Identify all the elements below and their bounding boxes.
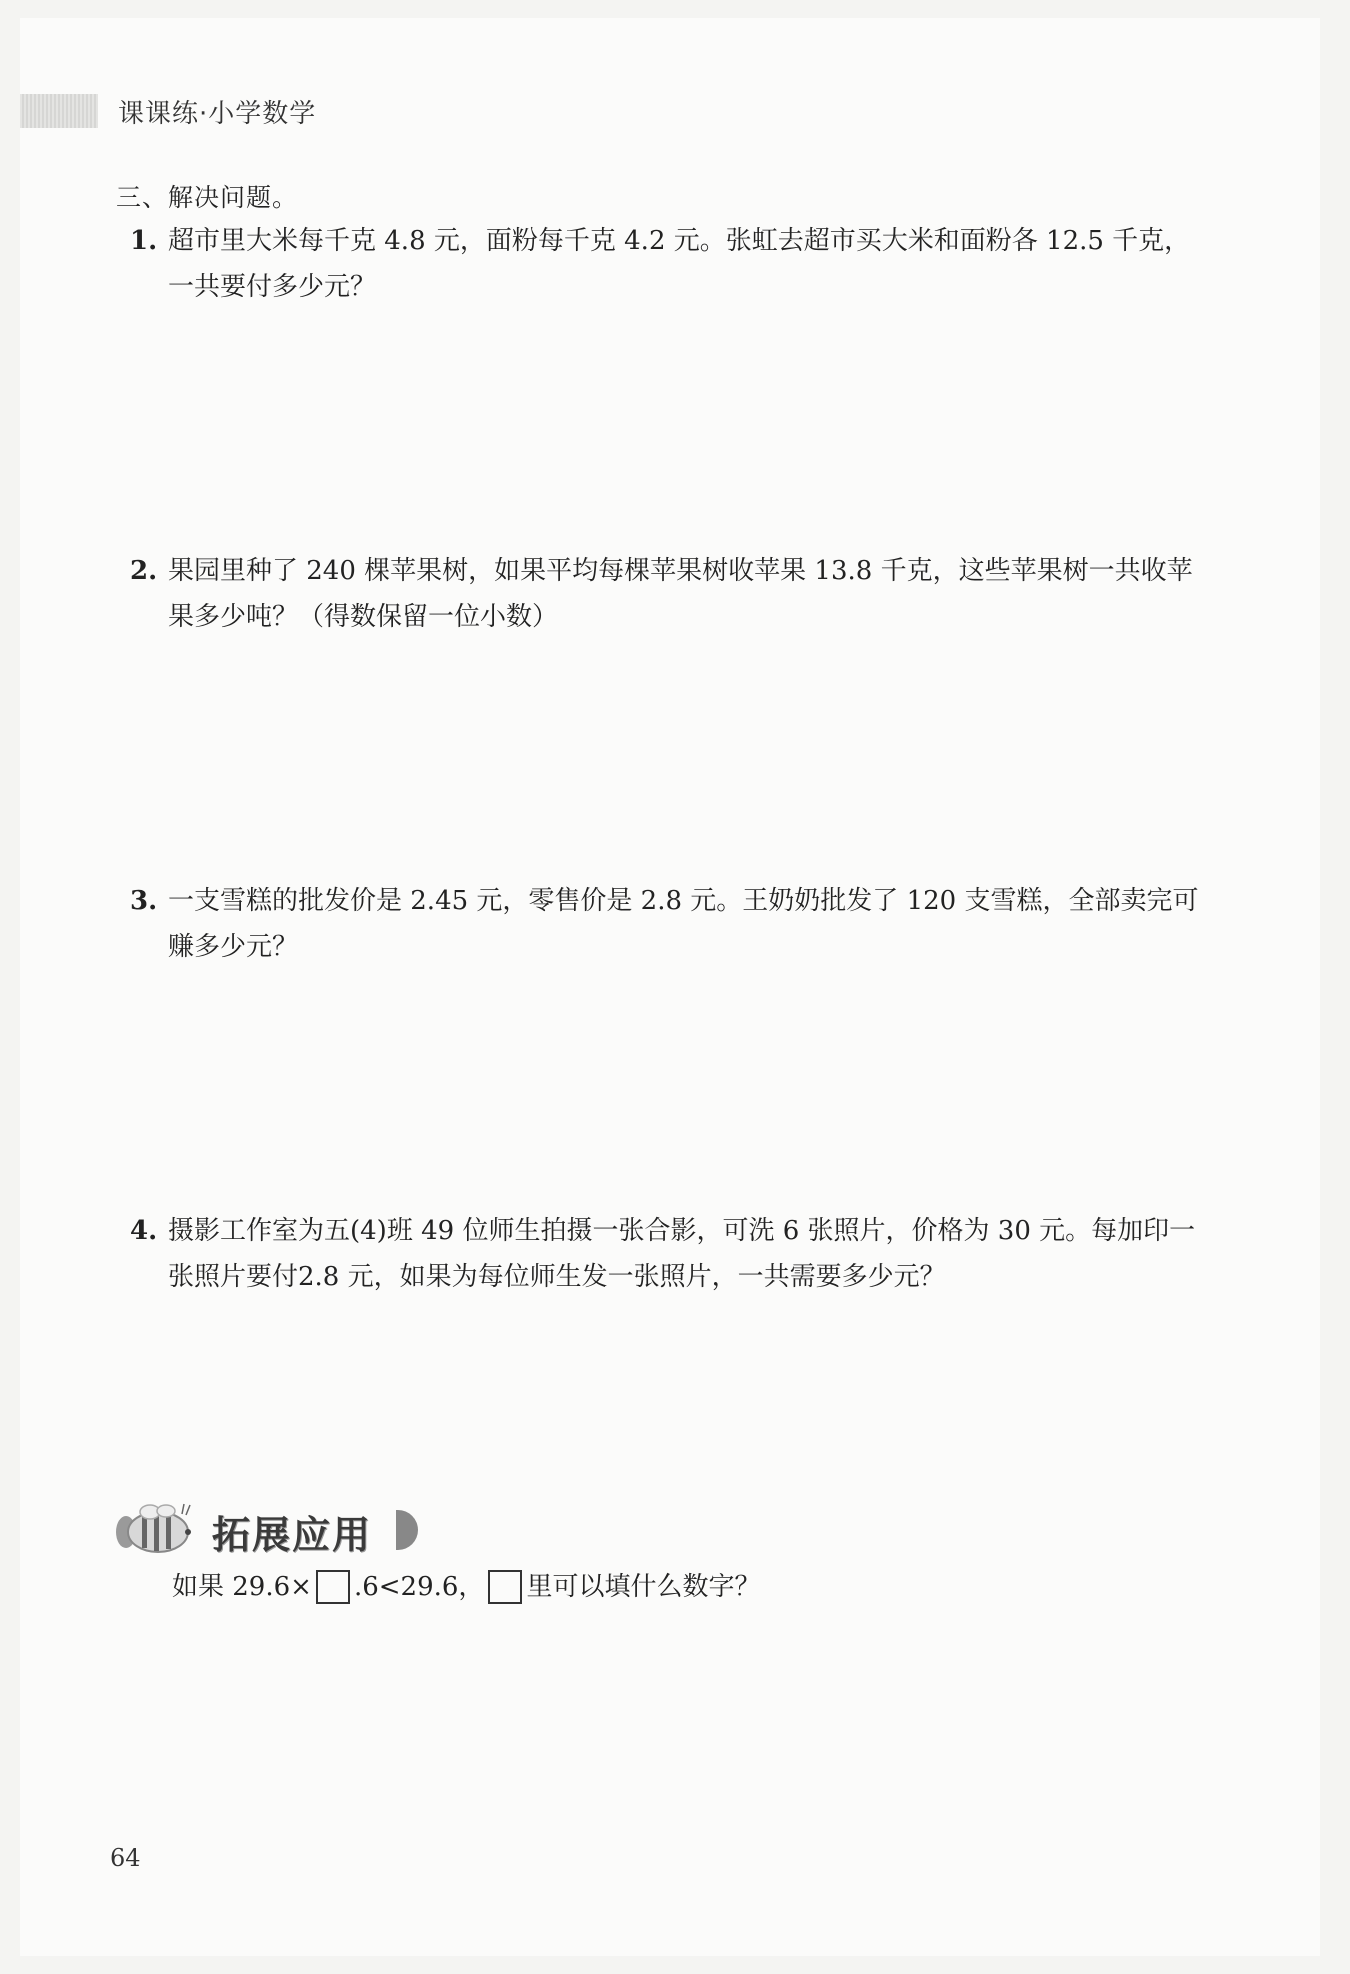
question-text-part1: 如果 29.6× xyxy=(172,1572,312,1602)
problem-text: 超市里大米每千克 4.8 元，面粉每千克 4.2 元。张虹去超市买大米和面粉各 12.5 千克，一共要付多少元？ xyxy=(168,226,1191,302)
section-title: 三、解决问题。 xyxy=(116,183,299,212)
answer-blank-box[interactable] xyxy=(316,1570,350,1604)
page-number: 64 xyxy=(110,1844,141,1872)
problem-number: 1. xyxy=(130,226,158,256)
extension-title: 拓展应用 xyxy=(212,1513,373,1557)
problem-number: 4. xyxy=(130,1216,158,1246)
problem-number: 2. xyxy=(130,556,158,586)
header-title: 课课练·小学数学 xyxy=(118,98,317,129)
problem-4 xyxy=(130,1208,1210,1300)
problem-2 xyxy=(130,548,1210,640)
bee-icon xyxy=(112,1502,202,1556)
question-text-part2: .6<29.6， xyxy=(353,1572,485,1602)
problem-text: 一支雪糕的批发价是 2.45 元，零售价是 2.8 元。王奶奶批发了 120 支雪糕，全部卖完可赚多少元？ xyxy=(168,886,1199,962)
extension-banner xyxy=(112,1496,422,1564)
problem-text: 果园里种了 240 棵苹果树，如果平均每棵苹果树收苹果 13.8 千克，这些苹果树一共收苹果多少吨？（得数保留一位小数） xyxy=(168,556,1193,632)
page-header xyxy=(20,88,316,134)
header-decoration-bar xyxy=(20,94,98,128)
banner-tail-decoration xyxy=(396,1510,418,1550)
problem-3 xyxy=(130,878,1210,970)
question-text-part3: 里可以填什么数字？ xyxy=(526,1572,761,1602)
extension-question xyxy=(172,1564,760,1610)
problem-1 xyxy=(130,218,1210,310)
problem-number: 3. xyxy=(130,886,158,916)
answer-blank-box-reference xyxy=(488,1570,522,1604)
problem-text: 摄影工作室为五(4)班 49 位师生拍摄一张合影，可洗 6 张照片，价格为 30 元。每加印一张照片要付2.8 元，如果为每位师生发一张照片，一共需要多少元？ xyxy=(168,1216,1196,1292)
